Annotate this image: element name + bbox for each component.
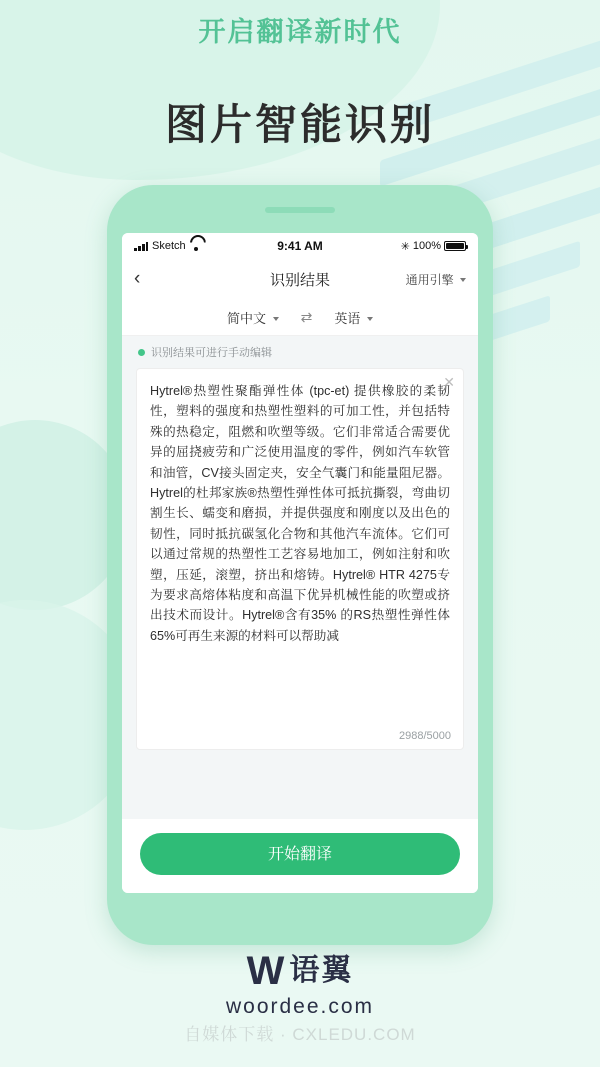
battery-percent: 100% (412, 240, 442, 252)
promo-title: 图片智能识别 (164, 101, 435, 148)
battery-icon (444, 241, 466, 251)
promo-subtitle: 开启翻译新时代 (198, 17, 402, 47)
swap-arrows-icon[interactable]: ⇄ (300, 308, 313, 325)
logo-url: woordee.com (225, 995, 375, 1018)
chevron-down-icon (273, 317, 279, 321)
bluetooth-icon: ✳ (400, 240, 410, 253)
logo-mark: W (246, 949, 282, 993)
watermark: 自媒体下载 · CXLEDU.COM (184, 1025, 416, 1044)
brand-logo (0, 951, 600, 1019)
action-bar (122, 819, 478, 893)
recognized-text-card[interactable] (136, 368, 464, 750)
phone-mockup (107, 185, 493, 945)
close-icon[interactable]: ✕ (443, 374, 455, 390)
wifi-icon (190, 242, 202, 251)
recognized-text[interactable]: Hytrel®热塑性聚酯弹性体 (tpc-et) 提供橡胶的柔韧性，塑料的强度和热塑性塑料的可加工性，并包括特殊的热稳定，阻燃和吹塑等级。它们非常适合需要优异的屈挠疲劳和广泛使用温度的零件，例如汽车软管和油管，CV接头固定夹，安全气囊门和能量阻尼器。Hytrel的杜邦家族®热塑性弹性体可抵抗撕裂，弯曲切割生长、蠕变和磨损，并提供强度和刚度以及出色的韧性，同时抵抗碳氢化合物和其他汽车流体。它们可以通过常规的热塑性工艺容易地加工，例如注射和吹塑，压延，滚塑，挤出和熔铸。Hytrel® HTR 4275专为要求高熔体粘度和高温下优异机械性能的吹塑或挤出技术而设计。Hytrel®含有35% 的RS热塑性弹性体65%可再生来源的材料可以帮助减 (150, 384, 450, 643)
page-title: 识别结果 (269, 271, 330, 289)
back-icon[interactable]: ‹ (134, 268, 141, 289)
carrier-label: Sketch (152, 240, 186, 252)
chevron-down-icon (367, 317, 373, 321)
source-language-selector[interactable] (227, 308, 279, 327)
target-language-selector[interactable] (334, 308, 373, 327)
chevron-down-icon (460, 278, 466, 282)
language-bar (122, 299, 478, 336)
engine-label: 通用引擎 (405, 272, 454, 287)
edit-hint-label: 识别结果可进行手动编辑 (151, 347, 272, 359)
character-counter: 2988/5000 (399, 730, 451, 742)
target-language-label: 英语 (334, 310, 361, 326)
phone-speaker (265, 207, 335, 213)
edit-hint (122, 336, 478, 364)
source-language-label: 简中文 (226, 310, 266, 326)
phone-screen (122, 233, 478, 893)
start-translate-button[interactable]: 开始翻译 (140, 833, 460, 875)
status-time: 9:41 AM (277, 239, 323, 253)
logo-chinese-name: 语翼 (289, 954, 354, 987)
engine-selector[interactable] (406, 271, 466, 288)
status-bar (122, 233, 478, 259)
signal-bars-icon (134, 242, 148, 251)
status-dot-icon (138, 349, 145, 356)
nav-bar (122, 259, 478, 299)
